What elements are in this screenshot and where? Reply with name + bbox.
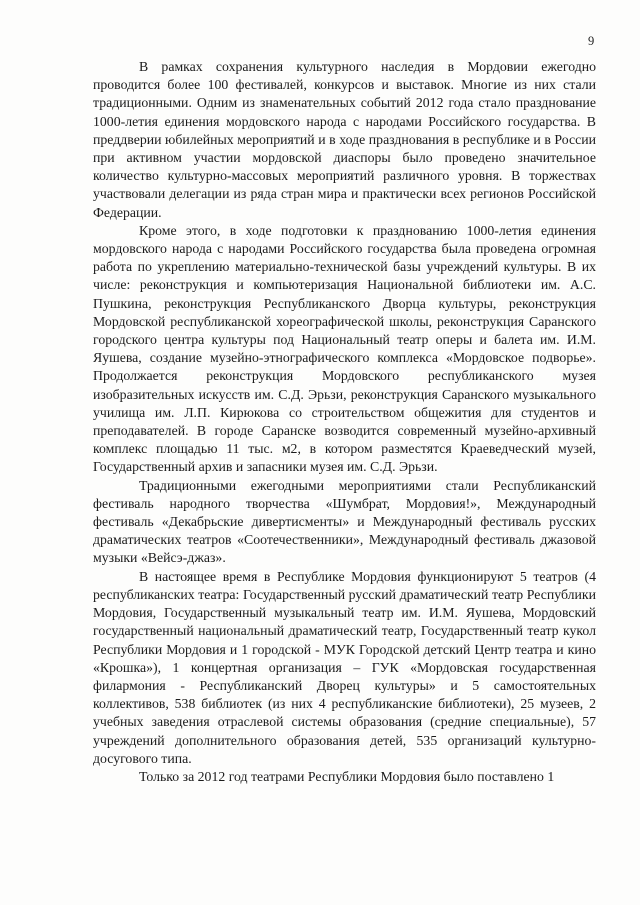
page-number: 9 [588,34,595,48]
paragraph-reconstruction: Кроме этого, в ходе подготовки к празднованию 1000-летия единения мордовского народа с народами Российского государства была проведена огромная работа по укреплению материально-технической базы учреждений культуры. В их числе: реконструкция и компьютеризация Национальной библиотеки им. А.С. Пушкина, реконструкция Республиканского Дворца культуры, реконструкция Мордовской республиканской хореографической школы, реконструкция Саранского городского центра культуры под Национальный театр оперы и балета им. И.М. Яушева, создание музейно-этнографического комплекса «Мордовское подворье». Продолжается реконструкция Мордовского республиканского музея изобразительных искусств им. С.Д. Эрьзи, реконструкция Саранского музыкального училища им. Л.П. Кирюкова со строительством общежития для студентов и преподавателей. В городе Саранске возводится современный музейно-архивный комплекс площадью 11 тыс. м2, в котором разместятся Краеведческий музей, Государственный архив и запасники музея им. С.Д. Эрьзи. [93,222,596,475]
document-body [93,58,596,786]
paragraph-theatres-2012: Только за 2012 год театрами Республики Мордовия было поставлено 1 [139,768,555,784]
paragraph-institutions: В настоящее время в Республике Мордовия функционируют 5 театров (4 республиканских театра: Государственный русский драматический театр Республики Мордовия, Государственный музыкальный театр им. И.М. Яушева, Мордовский государственный национальный драматический театр, Государственный театр кукол Республики Мордовия и 1 городской - МУК Городской детский Центр театра и кино «Крошка»), 1 концертная организация – ГУК «Мордовская государственная филармония - Республиканский Дворец культуры» и 5 самостоятельных коллективов, 538 библиотек (из них 4 республиканские библиотеки), 25 музеев, 2 учебных заведения отраслевой системы образования (средние специальные), 57 учреждений дополнительного образования детей, 535 организаций культурно-досугового типа. [93,568,596,766]
paragraph-festivals: Традиционными ежегодными мероприятиями стали Республиканский фестиваль народного творчества «Шумбрат, Мордовия!», Международный фестиваль «Декабрьские дивертисменты» и Международный фестиваль русских драматических театров «Соотечественники», Международный фестиваль джазовой музыки «Вейсэ-джаз». [93,477,596,566]
paragraph-heritage: В рамках сохранения культурного наследия в Мордовии ежегодно проводится более 100 фестивалей, конкурсов и выставок. Многие из них стали традиционными. Одним из знаменательных событий 2012 года стало празднование 1000-летия единения мордовского народа с народами Российского государства. В преддверии юбилейных мероприятий и в ходе празднования в республике и в России при активном участии мордовской диаспоры было проведено значительное количество культурно-массовых мероприятий различного уровня. В торжествах участвовали делегации из ряда стран мира и практически всех регионов Российской Федерации. [93,59,596,220]
